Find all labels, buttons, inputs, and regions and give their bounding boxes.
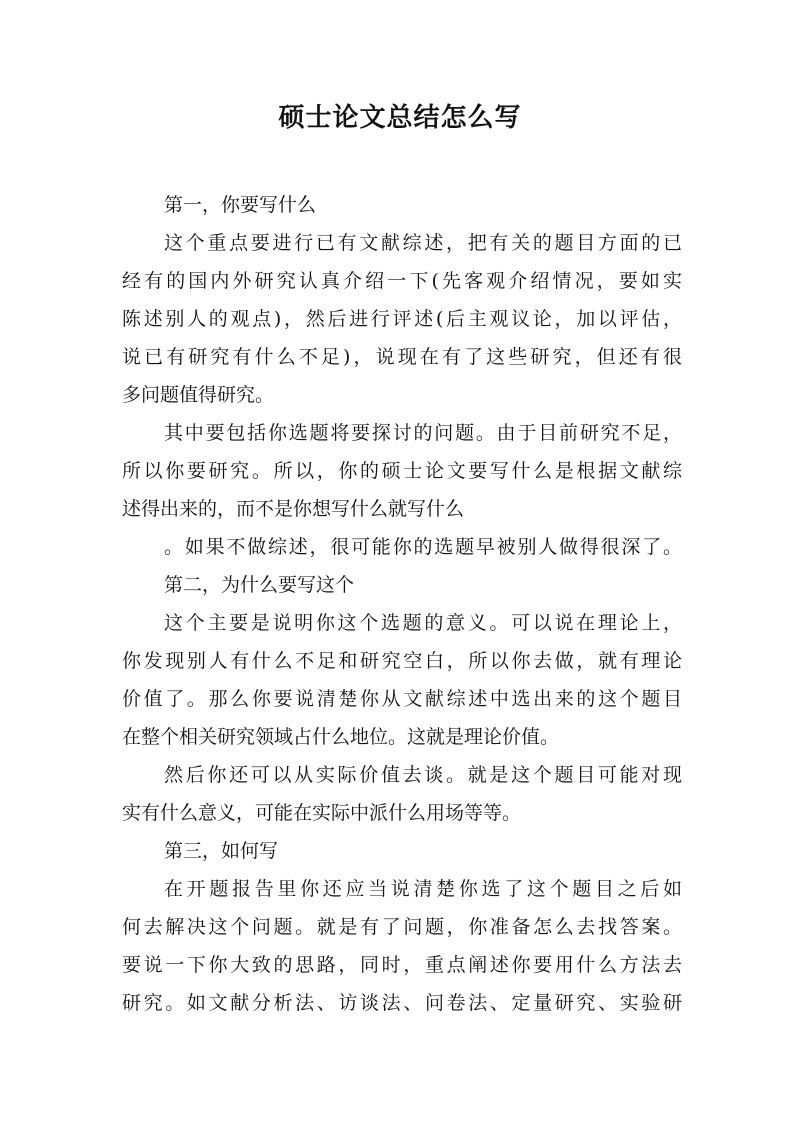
paragraph-line: 陈述别人的观点)，然后进行评述(后主观议论，加以评估， bbox=[122, 308, 682, 330]
paragraph-line: 所以你要研究。所以，你的硕士论文要写什么是根据文献综 bbox=[122, 460, 682, 482]
paragraph-line: 经有的国内外研究认真介绍一下(先客观介绍情况，要如实 bbox=[122, 270, 682, 292]
section-heading-2: 第二，为什么要写这个 bbox=[164, 574, 355, 596]
paragraph-line: 何去解决这个问题。就是有了问题，你准备怎么去找答案。 bbox=[122, 916, 682, 938]
paragraph-line: 价值了。那么你要说清楚你从文献综述中选出来的这个题目 bbox=[122, 688, 682, 710]
paragraph-line: 。如果不做综述，很可能你的选题早被别人做得很深了。 bbox=[164, 536, 682, 558]
paragraph-line: 述得出来的，而不是你想写什么就写什么 bbox=[122, 498, 465, 520]
paragraph-line: 在开题报告里你还应当说清楚你选了这个题目之后如 bbox=[164, 878, 682, 900]
document-title: 硕士论文总结怎么写 bbox=[278, 103, 522, 133]
paragraph-line: 这个主要是说明你这个选题的意义。可以说在理论上， bbox=[164, 612, 682, 634]
paragraph-line: 这个重点要进行已有文献综述，把有关的题目方面的已 bbox=[164, 232, 682, 254]
paragraph-line: 说已有研究有什么不足)，说现在有了这些研究，但还有很 bbox=[122, 346, 682, 368]
section-heading-1: 第一，你要写什么 bbox=[164, 194, 317, 216]
paragraph-line: 其中要包括你选题将要探讨的问题。由于目前研究不足， bbox=[164, 422, 682, 444]
paragraph-line: 实有什么意义，可能在实际中派什么用场等等。 bbox=[122, 802, 522, 824]
paragraph-line: 你发现别人有什么不足和研究空白，所以你去做，就有理论 bbox=[122, 650, 682, 672]
paragraph-line: 然后你还可以从实际价值去谈。就是这个题目可能对现 bbox=[164, 764, 682, 786]
section-heading-3: 第三，如何写 bbox=[164, 840, 279, 862]
paragraph-line: 在整个相关研究领域占什么地位。这就是理论价值。 bbox=[122, 726, 560, 748]
paragraph-line: 研究。如文献分析法、访谈法、问卷法、定量研究、实验研 bbox=[122, 992, 682, 1014]
paragraph-line: 要说一下你大致的思路，同时，重点阐述你要用什么方法去 bbox=[122, 954, 682, 976]
paragraph-line: 多问题值得研究。 bbox=[122, 384, 275, 406]
